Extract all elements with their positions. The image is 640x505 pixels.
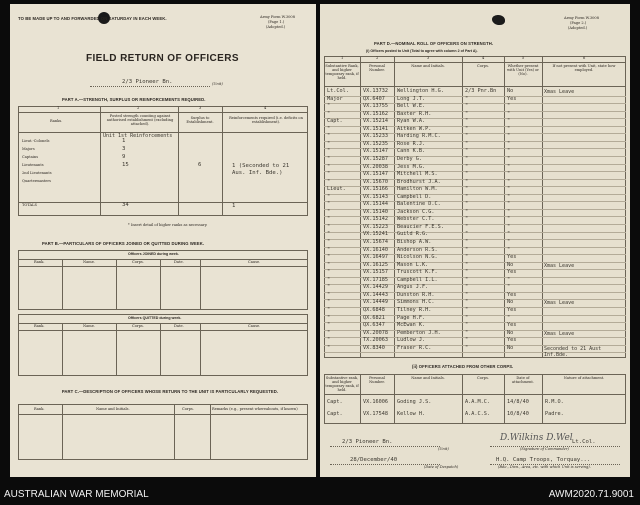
roll-cell: " bbox=[327, 163, 331, 170]
roll-cell: VX.15287 bbox=[363, 155, 388, 162]
att-cell: A.A.M.C. bbox=[465, 399, 490, 405]
roll-cell: Mitchell M.S. bbox=[397, 171, 438, 178]
roll-cell: Bishop A.W. bbox=[397, 239, 432, 245]
roll-cell: Balentine D.C. bbox=[397, 201, 441, 208]
col-head: Substantive Rank, and higher temporary rank, if held. bbox=[325, 64, 359, 81]
roll-cell: " bbox=[327, 155, 331, 162]
col-divider bbox=[62, 323, 63, 376]
strength-value: 34 bbox=[122, 202, 129, 208]
roll-cell: No bbox=[507, 88, 514, 94]
roll-cell: VX.17185 bbox=[363, 276, 388, 283]
col-head: Rank. bbox=[34, 324, 45, 328]
roll-cell: VX.14429 bbox=[363, 284, 388, 291]
roll-cell: VX.13755 bbox=[363, 103, 388, 110]
roll-cell: " bbox=[507, 246, 511, 253]
roll-cell: Truscott K.F. bbox=[397, 269, 438, 276]
roll-cell: " bbox=[507, 148, 511, 155]
roll-cell: VX.15142 bbox=[363, 216, 388, 223]
commander-signature: D.Wilkins D.Wel bbox=[500, 433, 573, 443]
col-head: Whether present with Unit (Yes) or (No). bbox=[506, 64, 540, 77]
col-divider bbox=[542, 56, 543, 358]
col-num: 4 bbox=[482, 56, 485, 60]
att-cell: Kellow H. bbox=[397, 411, 426, 417]
roll-cell: Angus J.F. bbox=[397, 284, 429, 291]
form-page: (Page 1.) bbox=[268, 20, 285, 24]
roll-cell: VX.15147 bbox=[363, 171, 388, 178]
roll-cell: " bbox=[327, 322, 331, 329]
roll-cell: " bbox=[507, 216, 511, 223]
part-d-sub: (i) Officers posted to Unit (Total to agree with column 2 of Part A). bbox=[366, 49, 478, 53]
roll-cell: " bbox=[327, 208, 331, 215]
roll-cell: Yes bbox=[507, 269, 517, 276]
roll-cell: Bell W.E. bbox=[397, 103, 426, 110]
roll-cell: " bbox=[507, 133, 511, 140]
sig-label: (Signature of Commander) bbox=[520, 447, 569, 451]
roll-cell: " bbox=[507, 223, 511, 230]
col-head: Name. bbox=[83, 324, 95, 328]
unit-underline bbox=[90, 86, 210, 87]
roll-cell: VX.15143 bbox=[363, 193, 388, 200]
att-head: Nature of attachment. bbox=[563, 376, 605, 380]
roll-cell: " bbox=[327, 276, 331, 283]
roll-cell: Jackson C.G. bbox=[397, 208, 435, 215]
col-head: Corps. bbox=[132, 324, 144, 328]
roll-cell: Tilney R.H. bbox=[397, 306, 432, 313]
roll-cell: Guild R.G. bbox=[397, 231, 429, 238]
col-divider bbox=[394, 374, 395, 424]
roll-cell: Long J.T. bbox=[397, 95, 426, 102]
col-divider bbox=[200, 259, 201, 310]
roll-cell: Yes bbox=[507, 254, 517, 261]
roll-cell: " bbox=[327, 103, 331, 110]
form-page: (Page 2.) bbox=[570, 21, 587, 25]
att-cell: Capt. bbox=[327, 411, 343, 417]
roll-cell: " bbox=[465, 171, 469, 178]
roll-cell: " bbox=[465, 261, 469, 268]
roll-cell: " bbox=[327, 223, 331, 230]
roll-cell: Wellington H.G. bbox=[397, 88, 444, 94]
col-num: 3 bbox=[199, 106, 202, 110]
att-head: Personal Number. bbox=[369, 376, 385, 385]
roll-cell: Major bbox=[327, 95, 343, 102]
roll-cell: VX.15147 bbox=[363, 148, 388, 155]
roll-cell: VX.20038 bbox=[363, 163, 388, 170]
roll-cell: VX.15166 bbox=[363, 186, 388, 193]
roll-cell: Xmas Leave bbox=[544, 300, 575, 307]
roll-cell: Brodhurst J.A. bbox=[397, 178, 441, 185]
roll-cell: Yes bbox=[507, 95, 517, 102]
roll-cell: Seconded to 21 Aust Inf.Bde. bbox=[544, 345, 602, 358]
col-head: Name and Initials. bbox=[411, 64, 445, 68]
roll-cell: " bbox=[507, 314, 511, 321]
strength-value: 1 bbox=[122, 138, 126, 144]
roll-cell: " bbox=[507, 103, 511, 110]
col-divider bbox=[160, 259, 161, 310]
roll-cell: " bbox=[327, 314, 331, 321]
form-adopted: (Adopted.) bbox=[568, 26, 588, 30]
hq-location: H.Q. Camp Troops, Torquay... bbox=[496, 457, 591, 463]
att-cell: R.M.O. bbox=[545, 399, 564, 405]
att-cell: Padre. bbox=[545, 411, 564, 417]
roll-cell: 2/3 Pnr.Bn bbox=[465, 88, 497, 94]
strength-value: 15 bbox=[122, 162, 129, 168]
roll-cell: VX.14449 bbox=[363, 299, 388, 306]
roll-cell: Page H.F. bbox=[397, 314, 426, 321]
roll-cell: VX.15235 bbox=[363, 140, 388, 147]
part-c-col: Corps. bbox=[182, 407, 194, 411]
roll-cell: " bbox=[327, 193, 331, 200]
rank-label: TOTALS bbox=[22, 203, 37, 207]
roll-cell: " bbox=[507, 208, 511, 215]
part-c-col: Name and Initials. bbox=[96, 407, 130, 411]
roll-cell: " bbox=[507, 155, 511, 162]
roll-cell: VX.16140 bbox=[363, 246, 388, 253]
footer-right: AWM2020.71.9001 bbox=[548, 489, 634, 500]
roll-cell: " bbox=[465, 118, 469, 125]
roll-cell: " bbox=[507, 125, 511, 132]
roll-cell: Capt. bbox=[327, 118, 343, 125]
col-num: 2 bbox=[376, 56, 379, 60]
roll-cell: " bbox=[465, 193, 469, 200]
roll-cell: Campbell I.L. bbox=[397, 276, 438, 283]
col-head-reinf: Reinforcements required (i.e. deficits on establishment). bbox=[229, 116, 303, 125]
roll-cell: Anderson R.S. bbox=[397, 246, 438, 253]
col-divider bbox=[462, 56, 463, 358]
roll-cell: " bbox=[327, 171, 331, 178]
roll-cell: QX.6347 bbox=[363, 322, 385, 329]
roll-cell: " bbox=[465, 110, 469, 117]
roll-cell: Rose R.J. bbox=[397, 140, 426, 147]
roll-cell: Hamilton W.M. bbox=[397, 186, 438, 193]
roll-cell: " bbox=[465, 140, 469, 147]
rank-label: Captains bbox=[22, 155, 39, 159]
roll-cell: " bbox=[327, 246, 331, 253]
col-divider bbox=[360, 56, 361, 358]
part-c-col: Rank. bbox=[34, 407, 45, 411]
col-num: 6 bbox=[583, 56, 586, 60]
att-head: Date of attachment. bbox=[512, 376, 534, 385]
col-divider bbox=[116, 259, 117, 310]
roll-cell: No bbox=[507, 329, 514, 336]
roll-cell: " bbox=[465, 103, 469, 110]
roll-cell: " bbox=[327, 329, 331, 336]
roll-cell: " bbox=[465, 148, 469, 155]
roll-cell: " bbox=[465, 246, 469, 253]
roll-cell: No bbox=[507, 261, 514, 268]
sig-unit-label: (Unit) bbox=[438, 447, 449, 451]
roll-cell: " bbox=[465, 276, 469, 283]
roll-cell: " bbox=[465, 269, 469, 276]
roll-cell: Ryan W.A. bbox=[397, 118, 426, 125]
bird-stamp-icon bbox=[492, 15, 505, 25]
roll-cell: Yes bbox=[507, 306, 517, 313]
part-b-title: PART B.—PARTICULARS OF OFFICERS JOINED OR QUITTED DURING WEEK. bbox=[42, 241, 205, 246]
roll-cell: " bbox=[327, 261, 331, 268]
col-divider bbox=[200, 323, 201, 376]
roll-cell: " bbox=[327, 291, 331, 298]
att-cell: VX.17548 bbox=[363, 411, 388, 417]
roll-cell: " bbox=[465, 155, 469, 162]
col-num: 5 bbox=[522, 56, 525, 60]
roll-cell: " bbox=[327, 299, 331, 306]
roll-cell: " bbox=[327, 110, 331, 117]
part-c-col: Remarks (e.g., present whereabouts, if known) bbox=[212, 407, 298, 411]
roll-cell: " bbox=[327, 306, 331, 313]
roll-cell: VX.15162 bbox=[363, 110, 388, 117]
roll-cell: VX.14443 bbox=[363, 291, 388, 298]
roll-cell: " bbox=[465, 306, 469, 313]
roll-cell: Campbell D. bbox=[397, 193, 432, 200]
roll-cell: VX.15241 bbox=[363, 231, 388, 238]
roll-cell: " bbox=[507, 118, 511, 125]
col-head: Corps. bbox=[132, 260, 144, 264]
roll-cell: Lt.Col. bbox=[327, 88, 349, 94]
roll-cell: " bbox=[465, 329, 469, 336]
roll-cell: VX.15674 bbox=[363, 239, 388, 245]
col-num: 2 bbox=[137, 106, 140, 110]
roll-cell: Baxter R.H. bbox=[397, 110, 432, 117]
roll-cell: " bbox=[507, 239, 511, 245]
col-num: 1 bbox=[341, 56, 344, 60]
col-head-strength: Posted strength counting against authorised establishment (excluding attached). bbox=[106, 114, 174, 127]
att-cell: Capt. bbox=[327, 399, 343, 405]
col-divider bbox=[62, 259, 63, 310]
roll-cell: " bbox=[465, 291, 469, 298]
roll-cell: " bbox=[507, 201, 511, 208]
surplus-value: 6 bbox=[198, 162, 202, 168]
roll-cell: Fraser R.C. bbox=[397, 344, 432, 351]
roll-cell: VX.15214 bbox=[363, 118, 388, 125]
roll-cell: QX.6821 bbox=[363, 314, 385, 321]
roll-cell: Jess M.G. bbox=[397, 163, 426, 170]
roll-cell: Xmas Leave bbox=[544, 89, 575, 95]
part-a-title: PART A.—STRENGTH, SURPLUS OR REINFORCEMENTS REQUIRED. bbox=[62, 97, 206, 102]
quitted-heading: Officers QUITTED during week. bbox=[128, 316, 182, 320]
attached-title: (ii) OFFICERS ATTACHED FROM OTHER CORPS. bbox=[412, 364, 514, 369]
roll-cell: Yes bbox=[507, 322, 517, 329]
roll-cell: " bbox=[327, 216, 331, 223]
att-cell: VX.16006 bbox=[363, 399, 388, 405]
date-label: (Date of Despatch) bbox=[424, 465, 459, 469]
roll-cell: " bbox=[507, 140, 511, 147]
roll-cell: " bbox=[327, 125, 331, 132]
roll-cell: " bbox=[465, 344, 469, 351]
col-divider bbox=[504, 56, 505, 358]
page-title: FIELD RETURN OF OFFICERS bbox=[86, 53, 239, 64]
roll-cell: Cann K.B. bbox=[397, 148, 426, 155]
att-head: Corps. bbox=[477, 376, 489, 380]
rank-label: Lieut.-Colonels bbox=[22, 139, 50, 143]
roll-cell: " bbox=[327, 344, 331, 351]
col-divider bbox=[116, 323, 117, 376]
unit-label: (Unit) bbox=[212, 82, 223, 86]
col-num: 3 bbox=[427, 56, 430, 60]
att-head: Substantive rank, and higher temporary rank, if held. bbox=[325, 376, 359, 393]
roll-cell: " bbox=[465, 95, 469, 102]
roll-cell: Ludlow J. bbox=[397, 337, 426, 344]
roll-cell: No bbox=[507, 344, 514, 351]
col-num: 4 bbox=[264, 106, 267, 110]
reinf-value: 1 (Seconded to 21 Aus. Inf. Bde.) bbox=[232, 163, 290, 176]
form-id: Army Form W.3008 bbox=[260, 15, 295, 19]
roll-cell: " bbox=[327, 254, 331, 261]
roll-cell: " bbox=[507, 163, 511, 170]
roll-cell: VX.8340 bbox=[363, 344, 385, 351]
col-head-ranks: Ranks. bbox=[50, 119, 63, 123]
roll-cell: " bbox=[465, 125, 469, 132]
sig-rank: Lt.Col. bbox=[572, 439, 596, 445]
roll-cell: Beaucier F.E.S. bbox=[397, 223, 444, 230]
rank-label: 2nd Lieutenants bbox=[22, 171, 52, 175]
roll-cell: " bbox=[507, 193, 511, 200]
roll-cell: VX.15144 bbox=[363, 201, 388, 208]
roll-cell: VX.15157 bbox=[363, 269, 388, 276]
rank-label: Majors bbox=[22, 147, 35, 151]
despatch-date: 28/December/40 bbox=[350, 457, 398, 463]
strength-value: 9 bbox=[122, 154, 126, 160]
roll-cell: VX.15233 bbox=[363, 133, 388, 140]
roll-cell: " bbox=[507, 284, 511, 291]
roll-cell: Dunston R.H. bbox=[397, 291, 435, 298]
part-d-title: PART D.—NOMINAL ROLL OF OFFICERS ON STRENGTH. bbox=[374, 41, 494, 46]
col-head: Name. bbox=[83, 260, 95, 264]
roll-cell: " bbox=[327, 239, 331, 245]
form-adopted: (Adopted.) bbox=[266, 25, 286, 29]
roll-cell: " bbox=[465, 208, 469, 215]
roll-cell: " bbox=[465, 254, 469, 261]
roll-cell: Yes bbox=[507, 337, 517, 344]
roll-cell: " bbox=[327, 201, 331, 208]
col-head: Rank. bbox=[34, 260, 45, 264]
roll-cell: " bbox=[327, 269, 331, 276]
roll-cell: VX.13732 bbox=[363, 88, 388, 94]
roll-cell: " bbox=[507, 231, 511, 238]
col-head: Personal Number. bbox=[369, 64, 385, 73]
roll-cell: Webster C.T. bbox=[397, 216, 435, 223]
part-a-note: * Insert detail of higher ranks as necessary. bbox=[128, 223, 208, 227]
roll-cell: Simmons H.C. bbox=[397, 299, 435, 306]
roll-cell: " bbox=[465, 337, 469, 344]
roll-cell: " bbox=[465, 299, 469, 306]
roll-cell: " bbox=[507, 110, 511, 117]
roll-cell: " bbox=[507, 178, 511, 185]
roll-cell: " bbox=[465, 163, 469, 170]
roll-cell: " bbox=[327, 337, 331, 344]
att-cell: Goding J.S. bbox=[397, 399, 432, 405]
roll-cell: Pemberton J.H. bbox=[397, 329, 441, 336]
roll-cell: Yes bbox=[507, 291, 517, 298]
typed-reinforcements: Unit 1st Reinforcements bbox=[103, 133, 173, 139]
roll-cell: Lieut. bbox=[327, 186, 346, 193]
roll-cell: " bbox=[465, 314, 469, 321]
roll-cell: Derby G. bbox=[397, 155, 422, 162]
roll-cell: Harding R.M.C. bbox=[397, 133, 441, 140]
col-divider bbox=[160, 323, 161, 376]
roll-cell: Nicolson N.G. bbox=[397, 254, 438, 261]
roll-cell: VX.15141 bbox=[363, 125, 388, 132]
roll-cell: " bbox=[327, 140, 331, 147]
col-head: Cause. bbox=[248, 324, 261, 328]
rank-label: Lieutenants bbox=[22, 163, 44, 167]
strength-value: 3 bbox=[122, 146, 126, 152]
col-divider bbox=[394, 56, 395, 358]
roll-cell: Aitken W.P. bbox=[397, 125, 432, 132]
att-head: Name and Initials. bbox=[411, 376, 445, 380]
roll-cell: VX.15670 bbox=[363, 178, 388, 185]
form-id: Army Form W.3008 bbox=[564, 16, 599, 20]
roll-cell: QX.6407 bbox=[363, 95, 385, 102]
roll-cell: " bbox=[327, 133, 331, 140]
top-note: TO BE MADE UP TO AND FORWARDED ON SATURDAY IN EACH WEEK. bbox=[18, 16, 167, 21]
roll-cell: No bbox=[507, 299, 514, 306]
roll-cell: Mason L.K. bbox=[397, 261, 429, 268]
roll-cell: " bbox=[507, 276, 511, 283]
col-head: Corps. bbox=[477, 64, 489, 68]
roll-cell: " bbox=[465, 201, 469, 208]
sig-unit: 2/3 Pioneer Bn. bbox=[342, 439, 393, 445]
roll-cell: " bbox=[465, 216, 469, 223]
roll-cell: Xmas Leave bbox=[544, 262, 575, 269]
reinf-value: 1 bbox=[232, 203, 236, 209]
roll-cell: " bbox=[465, 239, 469, 245]
col-head-surplus: Surplus to Establishment. bbox=[186, 116, 214, 125]
col-divider bbox=[462, 374, 463, 424]
part-c-title: PART C.—DESCRIPTION OF OFFICERS WHOSE RETURN TO THE UNIT IS PARTICULARLY REQUESTED. bbox=[61, 389, 279, 394]
roll-cell: McEwan K. bbox=[397, 322, 426, 329]
col-head: Date. bbox=[174, 260, 184, 264]
col-head: Date. bbox=[174, 324, 184, 328]
roll-cell: VX.15223 bbox=[363, 223, 388, 230]
roll-cell: " bbox=[465, 223, 469, 230]
roll-cell: TX.20063 bbox=[363, 337, 388, 344]
roll-cell: " bbox=[465, 186, 469, 193]
col-head: Cause. bbox=[248, 260, 261, 264]
col-num: 1 bbox=[57, 106, 60, 110]
roll-cell: VX.16497 bbox=[363, 254, 388, 261]
hq-label: (Bde., Divn., Area, etc. with which Unit is serving). bbox=[498, 465, 591, 469]
att-cell: A.A.C.S. bbox=[465, 411, 490, 417]
unit-name: 2/3 Pioneer Bn. bbox=[122, 79, 173, 85]
roll-cell: Xmas Leave bbox=[544, 330, 575, 337]
roll-cell: " bbox=[465, 178, 469, 185]
right-page bbox=[320, 4, 630, 477]
roll-cell: " bbox=[327, 178, 331, 185]
roll-cell: " bbox=[465, 322, 469, 329]
roll-cell: QX.6848 bbox=[363, 306, 385, 313]
joined-heading: Officers JOINED during week. bbox=[128, 252, 179, 256]
roll-cell: VX.15140 bbox=[363, 208, 388, 215]
col-divider bbox=[542, 374, 543, 424]
roll-cell: " bbox=[465, 133, 469, 140]
roll-cell: " bbox=[507, 186, 511, 193]
footer-left: AUSTRALIAN WAR MEMORIAL bbox=[4, 489, 149, 500]
att-cell: 14/8/40 bbox=[507, 399, 529, 405]
roll-cell: " bbox=[507, 171, 511, 178]
col-head: If not present with Unit, state how employed. bbox=[552, 64, 616, 73]
roll-cell: " bbox=[327, 148, 331, 155]
roll-cell: VX.20078 bbox=[363, 329, 388, 336]
att-cell: 10/8/40 bbox=[507, 411, 529, 417]
left-page bbox=[10, 4, 316, 477]
rank-label: Quartermasters bbox=[22, 179, 51, 183]
roll-cell: " bbox=[327, 284, 331, 291]
roll-cell: VX.16125 bbox=[363, 261, 388, 268]
roll-cell: " bbox=[465, 284, 469, 291]
roll-cell: " bbox=[465, 231, 469, 238]
roll-cell: " bbox=[327, 231, 331, 238]
